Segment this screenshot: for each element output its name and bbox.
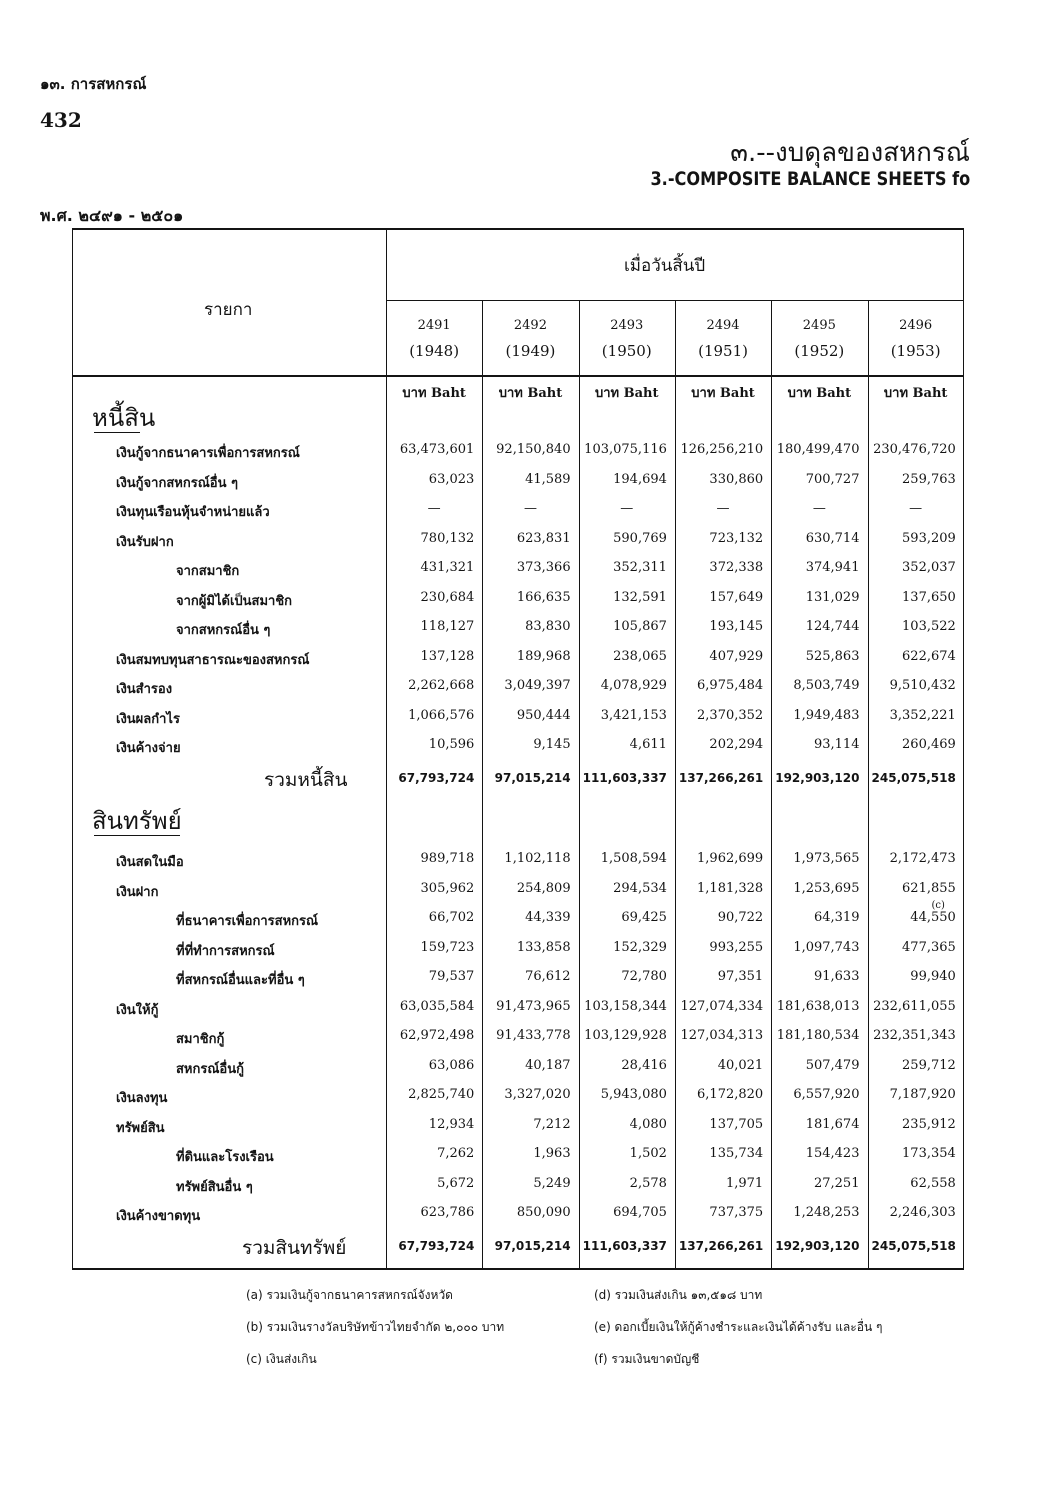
- row-label: เงินฝาก: [116, 885, 159, 900]
- value-cell: 254,809: [516, 881, 571, 896]
- value-cell: 63,035,584: [399, 999, 475, 1014]
- value-cell: 166,635: [516, 590, 571, 605]
- value-cell: 372,338: [709, 560, 764, 575]
- value-cell: 4,080: [629, 1117, 667, 1132]
- value-cell: 352,311: [613, 560, 667, 575]
- row-label: ที่สหกรณ์อื่นและที่อื่น ๆ: [176, 973, 305, 988]
- value-cell: 189,968: [516, 649, 571, 664]
- row-label: เงินกู้จากธนาคารเพื่อการสหกรณ์: [116, 446, 300, 461]
- value-cell: 99,940: [910, 969, 956, 984]
- value-cell: 1,253,695: [793, 881, 860, 896]
- value-cell: 7,212: [533, 1117, 571, 1132]
- row-label: ทรัพย์สินอื่น ๆ: [176, 1180, 253, 1195]
- row-label: เงินทุนเรือนหุ้นจำหน่ายแล้ว: [116, 505, 270, 520]
- row-label: เงินรับฝาก: [116, 535, 174, 550]
- value-cell: 407,929: [709, 649, 764, 664]
- value-cell: 1,949,483: [793, 708, 860, 723]
- value-cell: 259,763: [902, 472, 956, 487]
- value-cell: 124,744: [805, 619, 860, 634]
- row-label: ที่ที่ทำการสหกรณ์: [176, 944, 275, 959]
- period-label: พ.ศ. ๒๔๙๑ - ๒๕๐๑: [40, 206, 184, 225]
- value-cell: 623,831: [516, 531, 571, 546]
- row-label: เงินค้างจ่าย: [116, 741, 181, 756]
- value-cell: 5,672: [437, 1176, 475, 1191]
- value-cell: 9,145: [533, 737, 571, 752]
- value-cell: 41,589: [525, 472, 571, 487]
- value-cell: 181,638,013: [776, 999, 860, 1014]
- row-label: เงินให้กู้: [116, 1003, 159, 1018]
- value-cell: 64,319: [813, 910, 860, 925]
- value-cell: —: [716, 501, 730, 516]
- value-cell: 76,612: [525, 969, 571, 984]
- value-cell: 621,855: [902, 881, 956, 896]
- value-cell: 7,187,920: [889, 1087, 956, 1102]
- value-cell: 173,354: [902, 1146, 956, 1161]
- unit-label: บาท Baht: [883, 386, 948, 401]
- value-cell: 3,352,221: [889, 708, 956, 723]
- value-cell: 694,705: [613, 1205, 667, 1220]
- row-label: สหกรณ์อื่นกู้: [176, 1062, 244, 1077]
- value-cell: 2,370,352: [697, 708, 764, 723]
- value-cell: 137,650: [902, 590, 956, 605]
- value-cell: 230,684: [420, 590, 475, 605]
- balance-sheet-table: [72, 228, 964, 1270]
- value-cell: 79,537: [428, 969, 475, 984]
- value-cell: 103,522: [902, 619, 956, 634]
- value-cell: 2,578: [629, 1176, 667, 1191]
- value-cell: 62,972,498: [399, 1028, 475, 1043]
- value-cell: 700,727: [805, 472, 860, 487]
- table-border-left: [72, 230, 73, 1268]
- year-gregorian-header: (1948): [409, 342, 460, 360]
- unit-label: บาท Baht: [498, 386, 563, 401]
- value-cell: 1,502: [629, 1146, 667, 1161]
- unit-label: บาท Baht: [691, 386, 755, 401]
- value-cell: 91,433,778: [496, 1028, 571, 1043]
- value-cell: 305,962: [420, 881, 475, 896]
- value-cell: 3,049,397: [504, 678, 571, 693]
- footnote-d: (d) รวมเงินส่งเกิน ๑๓,๕๑๘ บาท: [594, 1288, 763, 1302]
- value-cell: 97,351: [717, 969, 764, 984]
- year-thai-header: 2494: [706, 318, 740, 333]
- value-cell: 93,114: [813, 737, 860, 752]
- value-cell: 294,534: [613, 881, 667, 896]
- row-label: เงินค้างขาดทุน: [116, 1209, 201, 1224]
- value-cell: 44,550: [910, 910, 956, 925]
- value-cell: 69,425: [621, 910, 667, 925]
- year-gregorian-header: (1949): [505, 342, 556, 360]
- running-title: ๑๓. การสหกรณ์: [40, 75, 147, 93]
- value-cell: 111,603,337: [582, 1239, 667, 1253]
- value-cell: 507,479: [805, 1058, 860, 1073]
- value-cell: 3,421,153: [600, 708, 667, 723]
- value-cell: 238,065: [613, 649, 667, 664]
- row-label: จากสหกรณ์อื่น ๆ: [176, 623, 271, 638]
- value-cell: 103,075,116: [584, 442, 667, 457]
- value-cell: 137,128: [420, 649, 475, 664]
- section-underline: [94, 432, 140, 433]
- page-title-english: 3.-COMPOSITE BALANCE SHEETS fo: [650, 168, 970, 190]
- value-cell: —: [523, 501, 537, 516]
- value-cell: 2,825,740: [408, 1087, 475, 1102]
- value-cell: 723,132: [709, 531, 764, 546]
- value-cell: 63,473,601: [399, 442, 475, 457]
- section-assets: สินทรัพย์: [92, 807, 182, 835]
- row-label: เงินสมทบทุนสาธารณะของสหกรณ์: [116, 653, 310, 668]
- value-cell: 2,262,668: [408, 678, 475, 693]
- footnote-f: (f) รวมเงินขาดบัญชี: [594, 1352, 700, 1366]
- value-cell: 28,416: [621, 1058, 667, 1073]
- value-cell: 1,248,253: [793, 1205, 860, 1220]
- value-cell: 525,863: [805, 649, 860, 664]
- footnote-a: (a) รวมเงินกู้จากธนาคารสหกรณ์จังหวัด: [246, 1288, 453, 1302]
- row-label: จากผู้มิได้เป็นสมาชิก: [176, 594, 293, 609]
- value-cell: 4,611: [629, 737, 667, 752]
- value-cell: 137,266,261: [678, 771, 764, 785]
- footnote-b: (b) รวมเงินรางวัลบริษัทข้าวไทยจำกัด ๒,๐๐๐ บาท: [246, 1320, 505, 1334]
- value-cell: 2,172,473: [889, 851, 956, 866]
- year-thai-header: 2493: [610, 318, 644, 333]
- value-cell: 97,015,214: [494, 1239, 571, 1253]
- footnote-e: (e) ดอกเบี้ยเงินให้กู้ค้างชำระและเงินได้ค้างรับ และอื่น ๆ: [594, 1320, 883, 1334]
- year-end-group-header: เมื่อวันสิ้นปี: [624, 256, 706, 276]
- header-bottom-rule: [72, 375, 964, 377]
- value-cell: 477,365: [902, 940, 956, 955]
- value-cell: 6,172,820: [697, 1087, 764, 1102]
- value-cell: 1,971: [725, 1176, 764, 1191]
- year-thai-header: 2492: [513, 318, 547, 333]
- row-label: ที่ธนาคารเพื่อการสหกรณ์: [176, 914, 319, 929]
- value-cell: 7,262: [437, 1146, 475, 1161]
- value-cell: 6,557,920: [793, 1087, 860, 1102]
- value-cell: 8,503,749: [793, 678, 860, 693]
- row-label: เงินผลกำไร: [116, 712, 180, 727]
- value-cell: 1,102,118: [504, 851, 571, 866]
- value-cell: 40,187: [525, 1058, 571, 1073]
- value-cell: 181,180,534: [776, 1028, 860, 1043]
- value-cell: 1,097,743: [793, 940, 860, 955]
- value-cell: 245,075,518: [871, 771, 956, 785]
- value-cell: 92,150,840: [496, 442, 571, 457]
- value-cell: 180,499,470: [776, 442, 860, 457]
- year-thai-header: 2495: [802, 318, 836, 333]
- value-cell: 989,718: [420, 851, 475, 866]
- value-cell: 1,963: [533, 1146, 571, 1161]
- year-thai-header: 2496: [899, 318, 933, 333]
- value-cell: 993,255: [709, 940, 764, 955]
- row-label: ทรัพย์สิน: [116, 1121, 165, 1136]
- value-cell: 330,860: [709, 472, 764, 487]
- total-assets-label: รวมสินทรัพย์: [242, 1237, 347, 1259]
- total-liabilities-label: รวมหนี้สิน: [264, 769, 348, 791]
- value-cell: 3,327,020: [504, 1087, 571, 1102]
- value-cell: 157,649: [709, 590, 764, 605]
- value-cell: 5,943,080: [600, 1087, 667, 1102]
- value-cell: 72,780: [621, 969, 667, 984]
- value-cell: 1,962,699: [697, 851, 764, 866]
- value-cell: 5,249: [533, 1176, 571, 1191]
- value-cell: 373,366: [516, 560, 571, 575]
- value-cell: 1,973,565: [793, 851, 860, 866]
- value-cell: 137,705: [709, 1117, 764, 1132]
- unit-label: บาท Baht: [402, 386, 466, 401]
- value-cell: 137,266,261: [678, 1239, 764, 1253]
- value-cell: 232,611,055: [873, 999, 956, 1014]
- value-cell: 126,256,210: [680, 442, 764, 457]
- value-cell: 62,558: [910, 1176, 956, 1191]
- value-cell: 1,066,576: [408, 708, 475, 723]
- unit-label: บาท Baht: [594, 386, 659, 401]
- value-cell: 67,793,724: [398, 1239, 475, 1253]
- value-cell: 590,769: [613, 531, 667, 546]
- value-cell: 4,078,929: [600, 678, 667, 693]
- value-cell: 245,075,518: [871, 1239, 956, 1253]
- value-cell: 127,074,334: [680, 999, 764, 1014]
- row-label: เงินสำรอง: [116, 682, 173, 697]
- value-cell: 67,793,724: [398, 771, 475, 785]
- value-cell: 630,714: [805, 531, 860, 546]
- value-cell: 118,127: [420, 619, 475, 634]
- row-label: สมาชิกกู้: [176, 1032, 225, 1047]
- year-gregorian-header: (1951): [698, 342, 748, 360]
- value-cell: 259,712: [902, 1058, 956, 1073]
- value-cell: 10,596: [428, 737, 475, 752]
- value-cell: 127,034,313: [680, 1028, 764, 1043]
- value-cell: 431,321: [420, 560, 475, 575]
- value-cell: 193,145: [709, 619, 764, 634]
- value-cell: 135,734: [709, 1146, 764, 1161]
- group-header-rule: [386, 300, 964, 301]
- value-cell: 40,021: [717, 1058, 764, 1073]
- value-cell: 63,086: [428, 1058, 475, 1073]
- value-cell: 133,858: [516, 940, 571, 955]
- value-cell: 6,975,484: [697, 678, 764, 693]
- value-cell: 159,723: [420, 940, 475, 955]
- section-liabilities: หนี้สิน: [92, 404, 156, 432]
- footnote-mark-c: (c): [931, 900, 945, 911]
- value-cell: 105,867: [613, 619, 667, 634]
- value-cell: 622,674: [902, 649, 956, 664]
- value-cell: 9,510,432: [889, 678, 956, 693]
- value-cell: —: [427, 501, 441, 516]
- value-cell: 2,246,303: [889, 1205, 956, 1220]
- year-thai-header: 2491: [417, 318, 451, 333]
- value-cell: 230,476,720: [873, 442, 956, 457]
- value-cell: 202,294: [709, 737, 764, 752]
- footnote-c: (c) เงินส่งเกิน: [246, 1352, 317, 1366]
- year-gregorian-header: (1950): [601, 342, 652, 360]
- value-cell: 260,469: [902, 737, 956, 752]
- value-cell: 63,023: [428, 472, 475, 487]
- value-cell: —: [909, 501, 923, 516]
- value-cell: 152,329: [613, 940, 667, 955]
- value-cell: 154,423: [805, 1146, 860, 1161]
- page-title-thai: ๓.--งบดุลของสหกรณ์: [730, 138, 970, 168]
- value-cell: 181,674: [805, 1117, 860, 1132]
- value-cell: 83,830: [525, 619, 571, 634]
- section-underline: [94, 835, 180, 836]
- year-gregorian-header: (1952): [794, 342, 845, 360]
- value-cell: 194,694: [613, 472, 667, 487]
- value-cell: 91,633: [813, 969, 860, 984]
- value-cell: 44,339: [525, 910, 571, 925]
- value-cell: 1,181,328: [697, 881, 764, 896]
- value-cell: —: [812, 501, 826, 516]
- year-gregorian-header: (1953): [890, 342, 941, 360]
- value-cell: 950,444: [516, 708, 571, 723]
- unit-label: บาท Baht: [787, 386, 852, 401]
- value-cell: 192,903,120: [775, 771, 860, 785]
- value-cell: 232,351,343: [873, 1028, 956, 1043]
- row-label: จากสมาชิก: [176, 564, 240, 579]
- value-cell: 103,158,344: [584, 999, 667, 1014]
- value-cell: 737,375: [709, 1205, 764, 1220]
- value-cell: 850,090: [516, 1205, 571, 1220]
- item-column-header: รายกา: [204, 300, 253, 320]
- value-cell: 623,786: [420, 1205, 475, 1220]
- value-cell: 131,029: [805, 590, 860, 605]
- value-cell: 103,129,928: [584, 1028, 667, 1043]
- value-cell: 1,508,594: [600, 851, 667, 866]
- page-number: 432: [40, 108, 82, 132]
- value-cell: 780,132: [420, 531, 475, 546]
- value-cell: 27,251: [813, 1176, 860, 1191]
- row-label: เงินกู้จากสหกรณ์อื่น ๆ: [116, 476, 238, 491]
- value-cell: 374,941: [805, 560, 860, 575]
- value-cell: 97,015,214: [494, 771, 571, 785]
- value-cell: 593,209: [902, 531, 956, 546]
- row-label: เงินลงทุน: [116, 1091, 168, 1106]
- value-cell: 192,903,120: [775, 1239, 860, 1253]
- value-cell: 352,037: [902, 560, 956, 575]
- row-label: เงินสดในมือ: [116, 855, 184, 870]
- value-cell: 90,722: [717, 910, 764, 925]
- row-label: ที่ดินและโรงเรือน: [176, 1150, 274, 1165]
- value-cell: 235,912: [902, 1117, 956, 1132]
- value-cell: 132,591: [613, 590, 667, 605]
- value-cell: 91,473,965: [496, 999, 571, 1014]
- value-cell: —: [620, 501, 634, 516]
- value-cell: 12,934: [428, 1117, 475, 1132]
- value-cell: 66,702: [428, 910, 475, 925]
- value-cell: 111,603,337: [582, 771, 667, 785]
